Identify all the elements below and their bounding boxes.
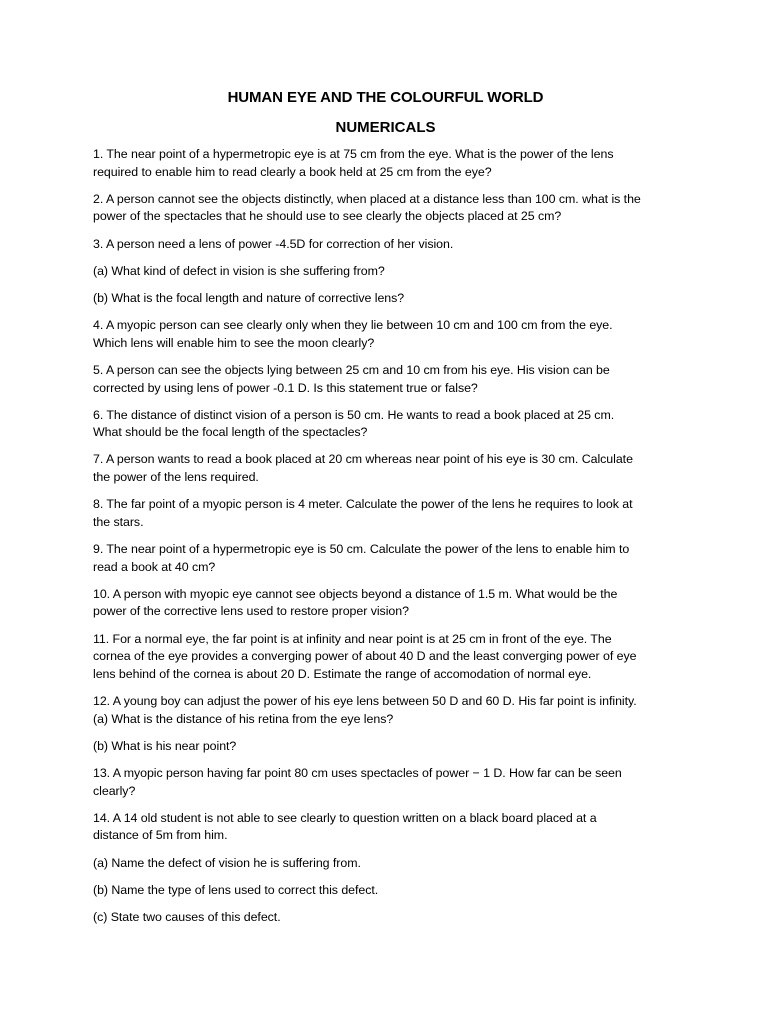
question-paragraph <box>93 362 678 397</box>
question-paragraph <box>93 496 678 531</box>
question-paragraph <box>93 146 678 181</box>
question-paragraph <box>93 909 678 927</box>
question-line: cornea of the eye provides a converging power of about 40 D and the least converging power of eye <box>93 649 637 664</box>
question-line: 11. For a normal eye, the far point is at infinity and near point is at 25 cm in front of the eye. The <box>93 631 612 646</box>
question-paragraph <box>93 765 678 800</box>
document-page <box>93 88 678 936</box>
question-line: power of the spectacles that he should use to see clearly the objects placed at 25 cm? <box>93 209 562 224</box>
question-paragraph <box>93 407 678 442</box>
question-line: 14. A 14 old student is not able to see clearly to question written on a black board placed at a <box>93 810 597 825</box>
question-line: clearly? <box>93 783 136 798</box>
question-paragraph <box>93 693 678 728</box>
page-title: HUMAN EYE AND THE COLOURFUL WORLD <box>227 89 544 106</box>
question-line: 10. A person with myopic eye cannot see objects beyond a distance of 1.5 m. What would be the <box>93 586 618 601</box>
question-line: (b) What is the focal length and nature of corrective lens? <box>93 290 405 305</box>
question-line: (a) What is the distance of his retina from the eye lens? <box>93 711 394 726</box>
question-line: the power of the lens required. <box>93 470 259 485</box>
question-line: distance of 5m from him. <box>93 828 228 843</box>
question-list <box>93 146 678 926</box>
question-paragraph <box>93 810 678 845</box>
question-line: 1. The near point of a hypermetropic eye is at 75 cm from the eye. What is the power of the lens <box>93 147 614 161</box>
question-line: 5. A person can see the objects lying between 25 cm and 10 cm from his eye. His vision can be <box>93 362 610 377</box>
question-paragraph <box>93 586 678 621</box>
question-line: 4. A myopic person can see clearly only when they lie between 10 cm and 100 cm from the eye. <box>93 318 613 333</box>
question-line: 3. A person need a lens of power -4.5D for correction of her vision. <box>93 236 454 251</box>
question-paragraph <box>93 236 678 254</box>
question-line: corrected by using lens of power -0.1 D. Is this statement true or false? <box>93 380 478 395</box>
question-paragraph <box>93 263 678 281</box>
question-line: 7. A person wants to read a book placed at 20 cm whereas near point of his eye is 30 cm. Calculate <box>93 452 633 467</box>
question-paragraph <box>93 882 678 900</box>
question-paragraph <box>93 191 678 226</box>
question-line: 2. A person cannot see the objects distinctly, when placed at a distance less than 100 cm. what is the <box>93 191 641 206</box>
question-paragraph <box>93 451 678 486</box>
question-line: 6. The distance of distinct vision of a person is 50 cm. He wants to read a book placed at 25 cm. <box>93 407 615 422</box>
question-line: read a book at 40 cm? <box>93 559 216 574</box>
question-line: (b) What is his near point? <box>93 738 237 753</box>
question-line: lens behind of the cornea is about 20 D. Estimate the range of accomodation of normal eye. <box>93 666 592 681</box>
question-line: What should be the focal length of the spectacles? <box>93 425 368 440</box>
question-line: (a) What kind of defect in vision is she suffering from? <box>93 263 385 278</box>
question-line: 12. A young boy can adjust the power of his eye lens between 50 D and 60 D. His far point is infinity. <box>93 693 637 708</box>
question-line: required to enable him to read clearly a book held at 25 cm from the eye? <box>93 164 492 179</box>
question-paragraph <box>93 855 678 873</box>
question-line: Which lens will enable him to see the moon clearly? <box>93 335 375 350</box>
question-paragraph <box>93 738 678 756</box>
question-paragraph <box>93 290 678 308</box>
question-paragraph <box>93 317 678 352</box>
question-line: 13. A myopic person having far point 80 cm uses spectacles of power − 1 D. How far can be seen <box>93 765 622 780</box>
question-line: the stars. <box>93 514 144 529</box>
question-paragraph <box>93 541 678 576</box>
question-line: (b) Name the type of lens used to correct this defect. <box>93 882 379 897</box>
question-line: (a) Name the defect of vision he is suffering from. <box>93 855 361 870</box>
page-subtitle: NUMERICALS <box>335 119 436 136</box>
question-line: 8. The far point of a myopic person is 4 meter. Calculate the power of the lens he requires to look at <box>93 497 633 512</box>
question-line: 9. The near point of a hypermetropic eye is 50 cm. Calculate the power of the lens to enable him to <box>93 542 630 557</box>
question-line: power of the corrective lens used to restore proper vision? <box>93 604 409 619</box>
question-line: (c) State two causes of this defect. <box>93 909 281 924</box>
question-paragraph <box>93 631 678 684</box>
